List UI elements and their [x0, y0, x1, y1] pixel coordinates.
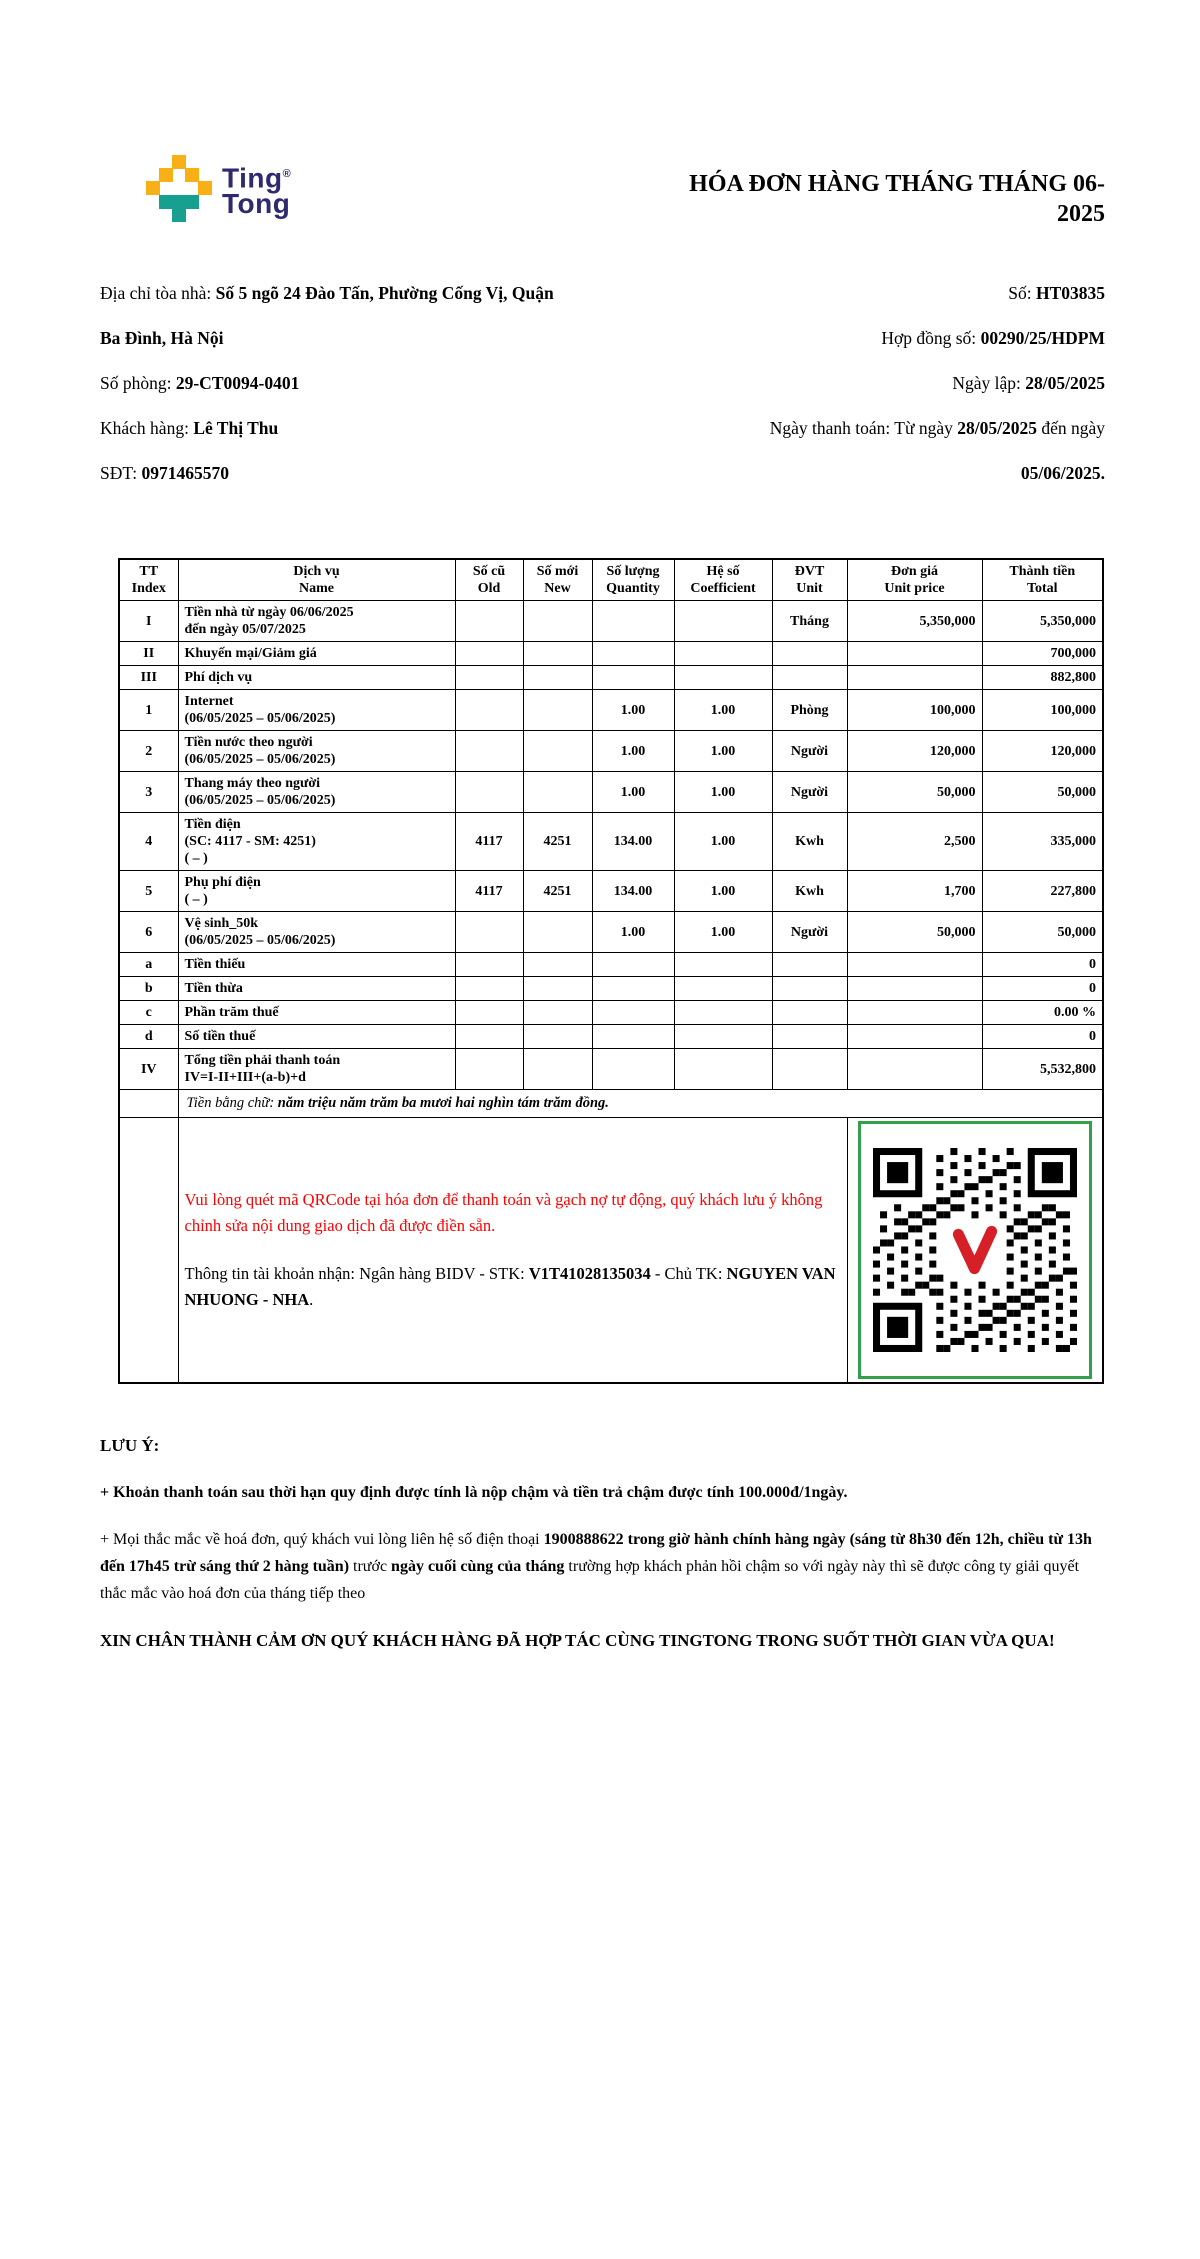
qr-code [858, 1121, 1092, 1379]
cell-unit [772, 1025, 847, 1049]
cell-name: Vệ sinh_50k (06/05/2025 – 05/06/2025) [178, 912, 455, 953]
cell-coef [674, 601, 772, 642]
cell-name: Tiền nước theo người (06/05/2025 – 05/06/2025) [178, 731, 455, 772]
cell-old [455, 601, 523, 642]
col-header-quantity: Số lượng Quantity [592, 559, 674, 601]
cell-price [847, 977, 982, 1001]
cell-price [847, 642, 982, 666]
cell-old [455, 953, 523, 977]
cell-name: Khuyến mại/Giảm giá [178, 642, 455, 666]
cell-qty [592, 1049, 674, 1090]
cell-price: 1,700 [847, 871, 982, 912]
phone-value: 0971465570 [141, 463, 229, 483]
cell-new: 4251 [523, 871, 592, 912]
cell-price: 2,500 [847, 813, 982, 871]
bank-account-line: Thông tin tài khoản nhận: Ngân hàng BIDV - STK: V1T41028135034 - Chủ TK: NGUYEN VAN NHUONG - NHA. [184, 1264, 836, 1309]
table-row [119, 871, 1103, 912]
cell-total: 700,000 [982, 642, 1103, 666]
cell-unit: Kwh [772, 871, 847, 912]
cell-total: 120,000 [982, 731, 1103, 772]
header-row [119, 559, 1103, 601]
tingtong-logo-icon [146, 155, 212, 221]
customer-value: Lê Thị Thu [193, 418, 279, 438]
bank-account-number: V1T41028135034 [528, 1264, 651, 1283]
cell-unit [772, 666, 847, 690]
cell-coef [674, 953, 772, 977]
cell-old [455, 912, 523, 953]
cell-price [847, 1001, 982, 1025]
invoice-number-line: Số: HT03835 [1008, 283, 1105, 303]
cell-qty [592, 977, 674, 1001]
cell-total: 5,350,000 [982, 601, 1103, 642]
cell-old [455, 731, 523, 772]
cell-tt: 3 [119, 772, 178, 813]
cell-new [523, 1001, 592, 1025]
cell-qty [592, 601, 674, 642]
cell-tt: 4 [119, 813, 178, 871]
col-header-name: Dịch vụ Name [178, 559, 455, 601]
room-number-value: 29-CT0094-0401 [175, 373, 300, 393]
cell-old [455, 1025, 523, 1049]
cell-total: 0 [982, 1025, 1103, 1049]
cell-total: 0 [982, 977, 1103, 1001]
cell-total: 5,532,800 [982, 1049, 1103, 1090]
cell-tt: a [119, 953, 178, 977]
table-row [119, 601, 1103, 642]
cell-name: Tiền nhà từ ngày 06/06/2025 đến ngày 05/07/2025 [178, 601, 455, 642]
hotline-note: + Mọi thắc mắc về hoá đơn, quý khách vui lòng liên hệ số điện thoại 1900888622 trong giờ hành chính hàng ngày (sáng từ 8h30 đến 12h, chiều từ 13h đến 17h45 trừ sáng thứ 2 hàng tuần) trước ngày cuối cùng của tháng trường hợp khách phản hồi chậm so với ngày này thì sẽ được công ty giải quyết thắc mắc vào hoá đơn của tháng tiếp theo [100, 1531, 1092, 1602]
cell-coef: 1.00 [674, 813, 772, 871]
table-row [119, 1025, 1103, 1049]
table-row [119, 666, 1103, 690]
late-payment-note: + Khoản thanh toán sau thời hạn quy định được tính là nộp chậm và tiền trả chậm được tính 100.000đ/1ngày. [100, 1484, 848, 1501]
payment-period-line: Ngày thanh toán: Từ ngày 28/05/2025 đến ngày 05/06/2025. [769, 418, 1105, 483]
cell-qty: 1.00 [592, 690, 674, 731]
cell-name: Tổng tiền phải thanh toán IV=I-II+III+(a-b)+d [178, 1049, 455, 1090]
amount-in-words-row [119, 1090, 1103, 1118]
contract-number-line: Hợp đồng số: 00290/25/HDPM [881, 328, 1105, 348]
cell-unit: Phòng [772, 690, 847, 731]
amount-in-words-value: năm triệu năm trăm ba mươi hai nghìn tám trăm đồng. [277, 1095, 609, 1111]
cell-name: Thang máy theo người (06/05/2025 – 05/06/2025) [178, 772, 455, 813]
cell-coef: 1.00 [674, 912, 772, 953]
cell-unit [772, 642, 847, 666]
table-row [119, 1049, 1103, 1090]
cell-unit: Người [772, 912, 847, 953]
col-header-coefficient: Hệ số Coefficient [674, 559, 772, 601]
invoice-table-body [119, 601, 1103, 1090]
cell-new [523, 731, 592, 772]
cell-new [523, 1025, 592, 1049]
col-header-unit: ĐVT Unit [772, 559, 847, 601]
cell-tt: c [119, 1001, 178, 1025]
cell-unit: Người [772, 731, 847, 772]
cell-old: 4117 [455, 813, 523, 871]
cell-new [523, 912, 592, 953]
cell-name: Internet (06/05/2025 – 05/06/2025) [178, 690, 455, 731]
cell-price [847, 953, 982, 977]
cell-unit [772, 977, 847, 1001]
phone-line: SĐT: 0971465570 [100, 463, 229, 483]
invoice-info [100, 271, 1105, 496]
table-row [119, 690, 1103, 731]
cell-qty [592, 953, 674, 977]
cell-old [455, 690, 523, 731]
building-address-line: Địa chỉ tòa nhà: Số 5 ngõ 24 Đào Tấn, Phường Cống Vị, Quận Ba Đình, Hà Nội [100, 283, 554, 348]
tingtong-logo [146, 155, 291, 221]
cell-total: 0.00 % [982, 1001, 1103, 1025]
cell-total: 0 [982, 953, 1103, 977]
cell-coef: 1.00 [674, 772, 772, 813]
cell-name: Phí dịch vụ [178, 666, 455, 690]
room-number-line: Số phòng: 29-CT0094-0401 [100, 373, 300, 393]
cell-old [455, 666, 523, 690]
table-row [119, 1001, 1103, 1025]
cell-old [455, 977, 523, 1001]
payment-row [119, 1118, 1103, 1384]
table-row [119, 977, 1103, 1001]
cell-coef: 1.00 [674, 731, 772, 772]
issue-date-value: 28/05/2025 [1025, 373, 1105, 393]
cell-coef [674, 1001, 772, 1025]
cell-qty: 1.00 [592, 912, 674, 953]
cell-price: 100,000 [847, 690, 982, 731]
cell-price: 50,000 [847, 772, 982, 813]
cell-total: 50,000 [982, 912, 1103, 953]
cell-coef: 1.00 [674, 690, 772, 731]
col-header-total: Thành tiền Total [982, 559, 1103, 601]
notes-heading: LƯU Ý: [100, 1436, 160, 1455]
amount-in-words-spacer [119, 1090, 178, 1118]
cell-price: 5,350,000 [847, 601, 982, 642]
brand-name-top: Ting [222, 162, 283, 194]
cell-name: Tiền điện (SC: 4117 - SM: 4251) ( – ) [178, 813, 455, 871]
table-row [119, 642, 1103, 666]
cell-new [523, 666, 592, 690]
cell-coef [674, 1049, 772, 1090]
cell-new [523, 977, 592, 1001]
cell-coef [674, 1025, 772, 1049]
table-row [119, 731, 1103, 772]
cell-new [523, 690, 592, 731]
payment-to-value: 05/06/2025. [1020, 463, 1105, 483]
cell-total: 882,800 [982, 666, 1103, 690]
cell-tt: d [119, 1025, 178, 1049]
cell-qty: 134.00 [592, 813, 674, 871]
cell-coef [674, 642, 772, 666]
payment-from-value: 28/05/2025 [957, 418, 1037, 438]
invoice-number-value: HT03835 [1035, 283, 1105, 303]
col-header-index: TT Index [119, 559, 178, 601]
brand-name-bottom: Tong [222, 188, 291, 220]
amount-in-words-cell: Tiền bằng chữ: năm triệu năm trăm ba mươi hai nghìn tám trăm đồng. [178, 1090, 1103, 1118]
cell-name: Phần trăm thuế [178, 1001, 455, 1025]
qr-payment-warning: Vui lòng quét mã QRCode tại hóa đơn để thanh toán và gạch nợ tự động, quý khách lưu ý không chỉnh sửa nội dung giao dịch đã được điền sẵn. [184, 1190, 823, 1235]
cell-new [523, 601, 592, 642]
table-row [119, 813, 1103, 871]
cell-price [847, 1025, 982, 1049]
payment-row-spacer [119, 1118, 178, 1384]
table-row [119, 953, 1103, 977]
thank-you-message: XIN CHÂN THÀNH CẢM ƠN QUÝ KHÁCH HÀNG ĐÃ HỢP TÁC CÙNG TINGTONG TRONG SUỐT THỜI GIAN VỪA QUA! [100, 1631, 1055, 1650]
cell-name: Phụ phí điện ( – ) [178, 871, 455, 912]
cell-price [847, 666, 982, 690]
tingtong-logo-text [222, 161, 292, 220]
contract-number-value: 00290/25/HDPM [980, 328, 1105, 348]
cell-old [455, 1001, 523, 1025]
cell-unit [772, 1001, 847, 1025]
cell-total: 335,000 [982, 813, 1103, 871]
footer-notes [100, 1432, 1105, 1654]
cell-name: Tiền thiếu [178, 953, 455, 977]
cell-tt: 5 [119, 871, 178, 912]
col-header-old: Số cũ Old [455, 559, 523, 601]
cell-total: 50,000 [982, 772, 1103, 813]
cell-unit: Kwh [772, 813, 847, 871]
col-header-new: Số mới New [523, 559, 592, 601]
cell-qty: 1.00 [592, 731, 674, 772]
cell-total: 100,000 [982, 690, 1103, 731]
cell-unit [772, 953, 847, 977]
cell-new: 4251 [523, 813, 592, 871]
bank-account-holder: NGUYEN VAN NHUONG - NHA [184, 1264, 836, 1309]
issue-date-line: Ngày lập: 28/05/2025 [952, 373, 1105, 393]
cell-new [523, 642, 592, 666]
cell-tt: 1 [119, 690, 178, 731]
cell-total: 227,800 [982, 871, 1103, 912]
cell-price [847, 1049, 982, 1090]
cell-old [455, 772, 523, 813]
qr-code-cell [847, 1118, 1103, 1384]
cell-tt: IV [119, 1049, 178, 1090]
cell-tt: 2 [119, 731, 178, 772]
cell-tt: 6 [119, 912, 178, 953]
cell-tt: I [119, 601, 178, 642]
cell-qty: 134.00 [592, 871, 674, 912]
cell-new [523, 1049, 592, 1090]
cell-price: 120,000 [847, 731, 982, 772]
table-row [119, 912, 1103, 953]
info-left-column [100, 271, 570, 496]
cell-new [523, 953, 592, 977]
cell-old [455, 642, 523, 666]
registered-mark: ® [282, 168, 292, 180]
building-address-value: Số 5 ngõ 24 Đào Tấn, Phường Cống Vị, Quận Ba Đình, Hà Nội [100, 283, 554, 348]
invoice-table [118, 558, 1104, 1384]
table-row [119, 772, 1103, 813]
cell-price: 50,000 [847, 912, 982, 953]
cell-tt: III [119, 666, 178, 690]
invoice-table-head [119, 559, 1103, 601]
cell-unit: Người [772, 772, 847, 813]
cell-qty [592, 666, 674, 690]
cell-coef [674, 666, 772, 690]
cell-qty: 1.00 [592, 772, 674, 813]
cell-qty [592, 642, 674, 666]
invoice-header [100, 155, 1105, 229]
col-header-unit-price: Đơn giá Unit price [847, 559, 982, 601]
cell-unit [772, 1049, 847, 1090]
cell-name: Số tiền thuế [178, 1025, 455, 1049]
invoice-title: HÓA ĐƠN HÀNG THÁNG THÁNG 06-2025 [689, 171, 1105, 227]
cell-qty [592, 1025, 674, 1049]
payment-instructions-cell [178, 1118, 847, 1384]
customer-line: Khách hàng: Lê Thị Thu [100, 418, 279, 438]
cell-tt: II [119, 642, 178, 666]
cell-new [523, 772, 592, 813]
cell-tt: b [119, 977, 178, 1001]
cell-name: Tiền thừa [178, 977, 455, 1001]
cell-old: 4117 [455, 871, 523, 912]
info-right-column [685, 271, 1105, 496]
cell-coef [674, 977, 772, 1001]
hotline-number: 1900888622 trong giờ hành chính hàng ngày (sáng từ 8h30 đến 12h, chiều từ 13h đến 17h45 trừ sáng thứ 2 hàng tuần) [100, 1531, 1092, 1575]
cell-coef: 1.00 [674, 871, 772, 912]
cell-qty [592, 1001, 674, 1025]
cell-old [455, 1049, 523, 1090]
cell-unit: Tháng [772, 601, 847, 642]
